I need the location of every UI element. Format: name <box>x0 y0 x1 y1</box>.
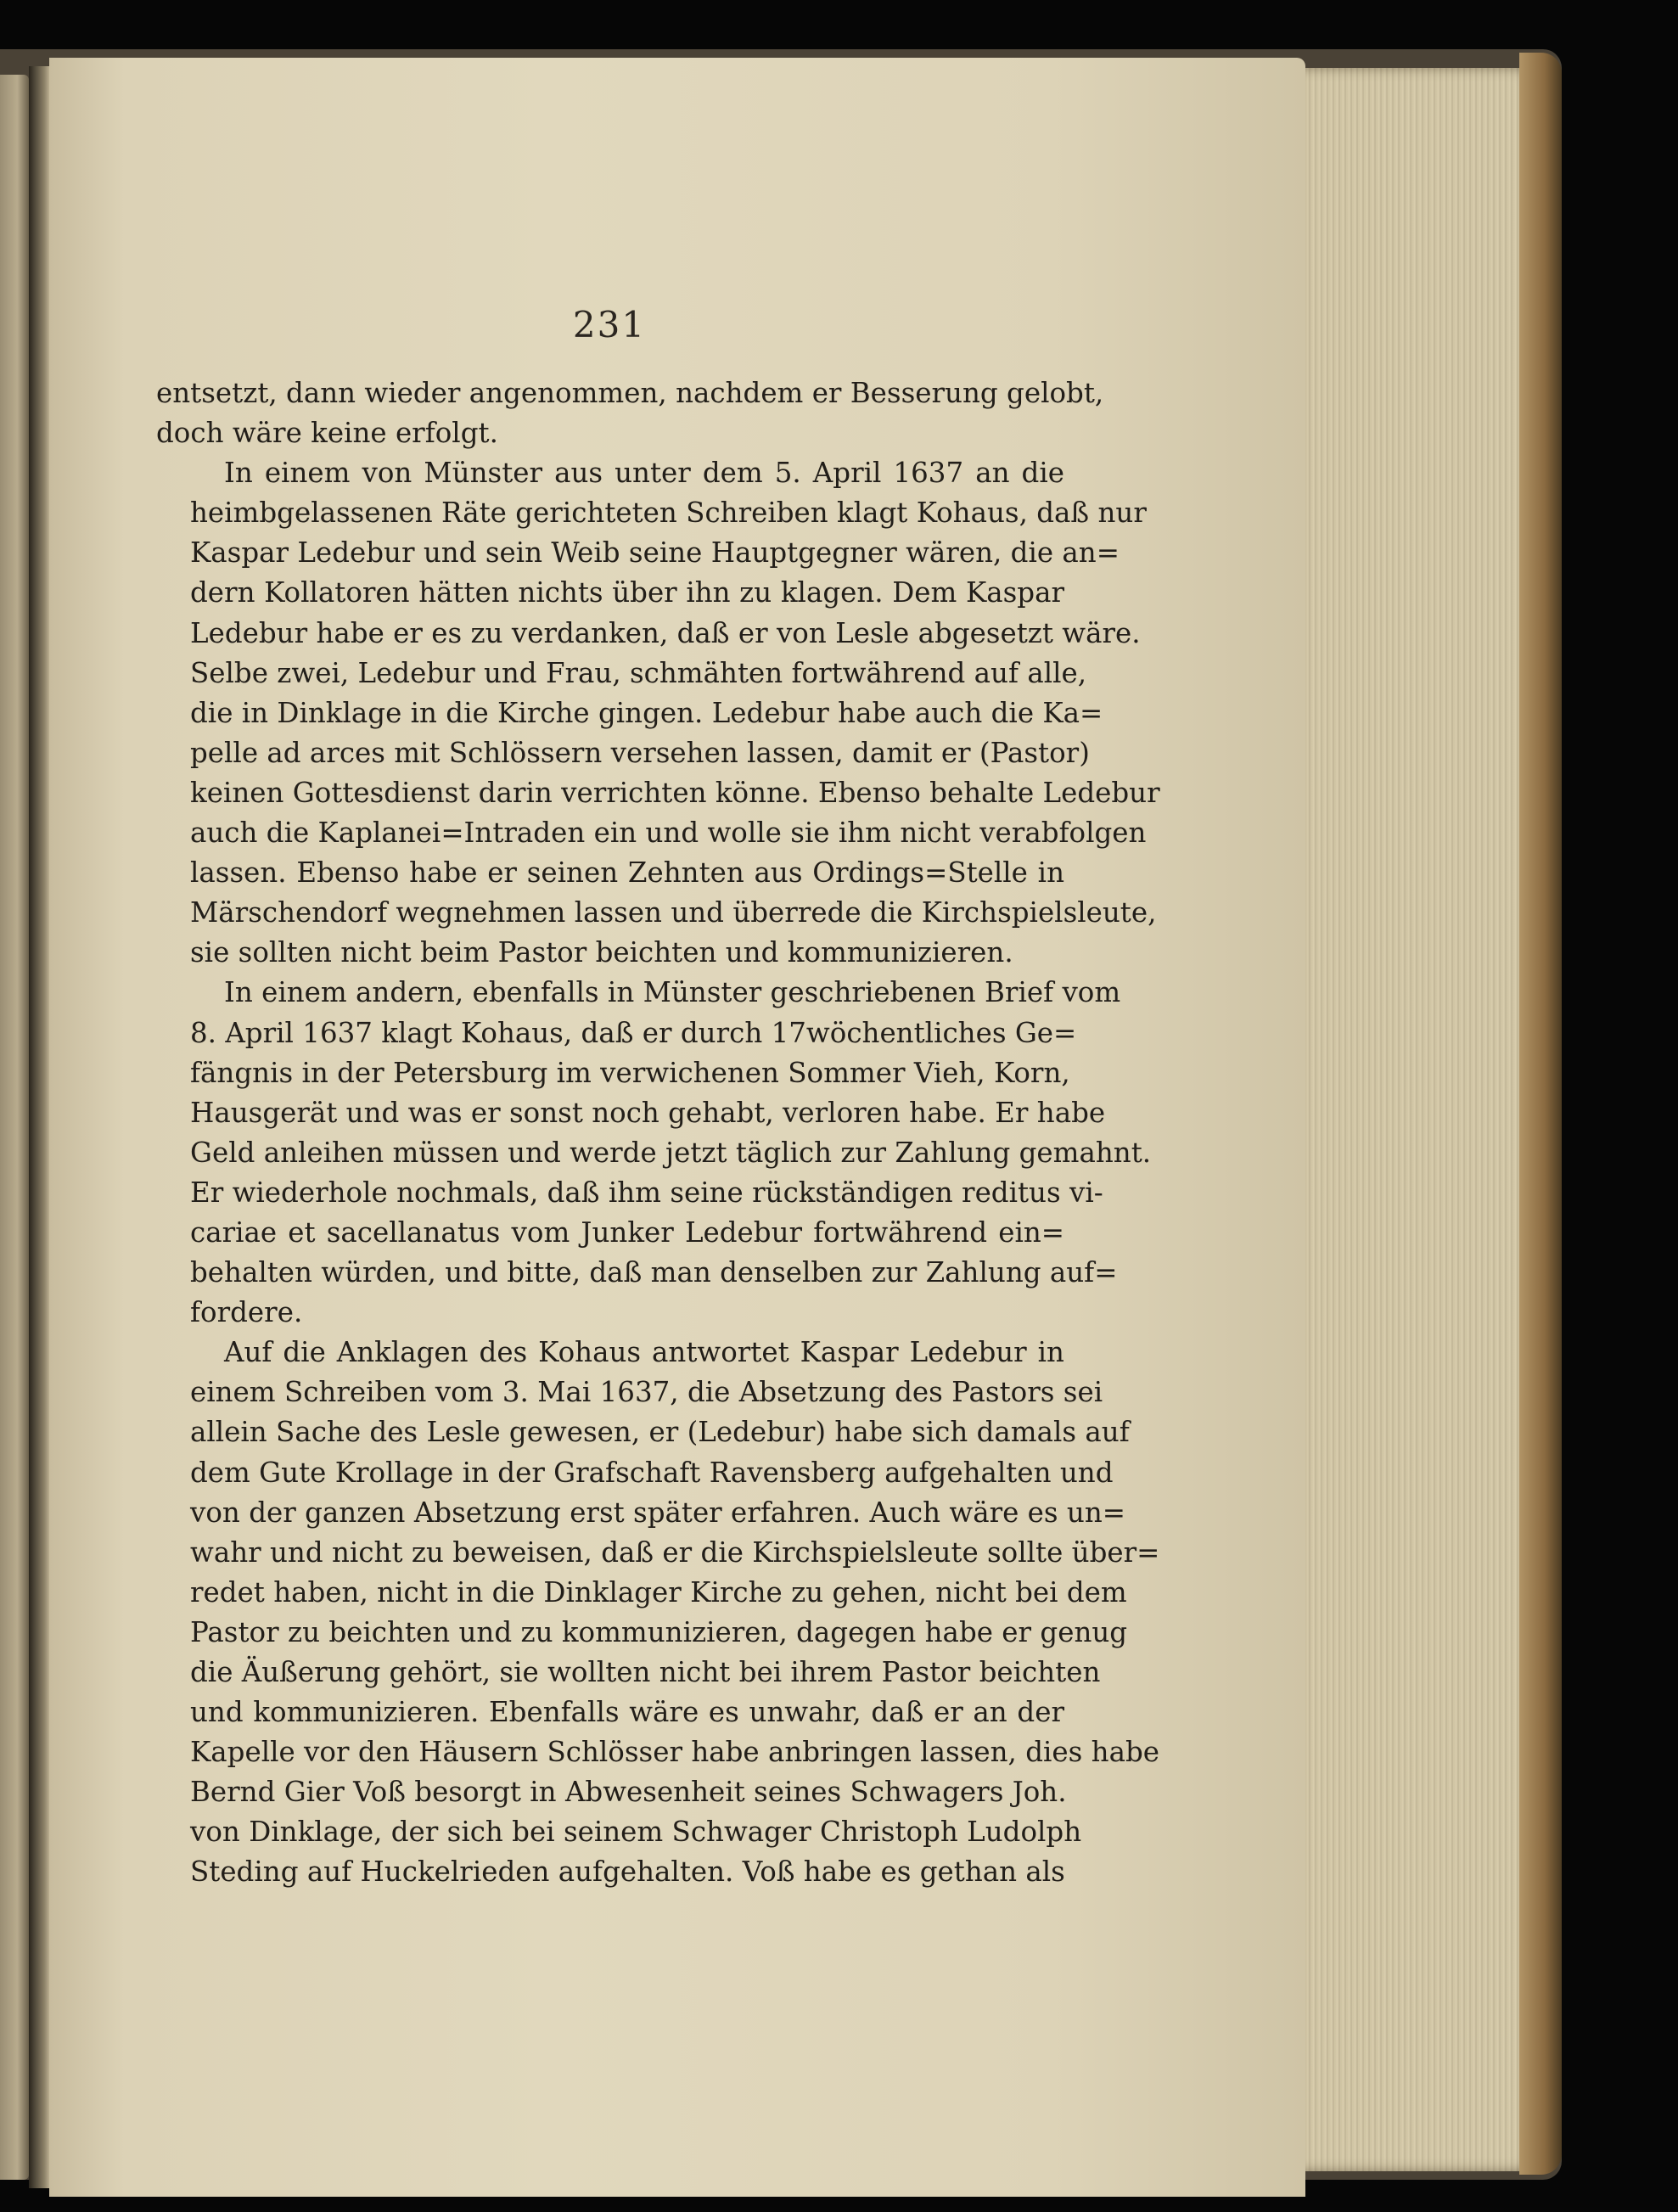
text-line: In einem von Münster aus unter dem 5. April 1637 an die <box>224 457 1064 490</box>
text-line: auch die Kaplanei=Intraden ein und wolle sie ihm nicht verabfolgen <box>190 817 1147 850</box>
text-line: Geld anleihen müssen und werde jetzt täglich zur Zahlung gemahnt. <box>190 1136 1152 1169</box>
text-line: die in Dinklage in die Kirche gingen. Ledebur habe auch die Ka= <box>190 696 1103 729</box>
page-text <box>156 373 1160 1893</box>
text-line: wahr und nicht zu beweisen, daß er die Kirchspielsleute sollte über= <box>190 1535 1160 1569</box>
text-line: die Äußerung gehört, sie wollten nicht bei ihrem Pastor beichten <box>190 1656 1101 1688</box>
page-number: 231 <box>572 304 647 345</box>
text-line: Steding auf Huckelrieden aufgehalten. Voß habe es gethan als <box>190 1855 1065 1889</box>
text-line: 8. April 1637 klagt Kohaus, daß er durch 17wöchentliches Ge= <box>190 1016 1077 1049</box>
text-line: dern Kollatoren hätten nichts über ihn zu klagen. Dem Kaspar <box>190 576 1064 609</box>
text-line: dem Gute Krollage in der Grafschaft Ravensberg aufgehalten und <box>190 1456 1114 1489</box>
book-page <box>49 58 1305 2197</box>
paragraph <box>156 1333 1160 1892</box>
text-line: Er wiederhole nochmals, daß ihm seine rückständigen reditus vi- <box>190 1176 1103 1209</box>
text-line: heimbgelassenen Räte gerichteten Schreiben klagt Kohaus, daß nur <box>190 497 1147 530</box>
text-line: sie sollten nicht beim Pastor beichten und kommunizieren. <box>190 936 1013 969</box>
text-line: allein Sache des Lesle gewesen, er (Ledebur) habe sich damals auf <box>190 1416 1130 1449</box>
text-line: von der ganzen Absetzung erst später erfahren. Auch wäre es un= <box>190 1496 1126 1529</box>
previous-page-edge <box>0 75 29 2180</box>
text-line: behalten würden, und bitte, daß man denselben zur Zahlung auf= <box>190 1256 1118 1289</box>
text-line: fängnis in der Petersburg im verwichenen Sommer Vieh, Korn, <box>190 1056 1070 1089</box>
text-line: cariae et sacellanatus vom Junker Ledebur fortwährend ein= <box>190 1215 1064 1249</box>
text-line: entsetzt, dann wieder angenommen, nachdem er Besserung gelobt, <box>156 377 1104 409</box>
paragraph <box>156 373 1104 453</box>
book-gutter <box>29 66 51 2188</box>
text-line: Hausgerät und was er sonst noch gehabt, verloren habe. Er habe <box>190 1096 1106 1129</box>
text-line: Selbe zwei, Ledebur und Frau, schmähten fortwährend auf alle, <box>190 656 1087 689</box>
text-line: In einem andern, ebenfalls in Münster geschriebenen Brief vom <box>224 976 1121 1009</box>
text-line: Ledebur habe er es zu verdanken, daß er von Lesle abgesetzt wäre. <box>190 616 1141 649</box>
text-line: keinen Gottesdienst darin verrichten könne. Ebenso behalte Ledebur <box>190 776 1160 809</box>
text-line: einem Schreiben vom 3. Mai 1637, die Absetzung des Pastors sei <box>190 1376 1103 1409</box>
text-line: und kommunizieren. Ebenfalls wäre es unwahr, daß er an der <box>190 1696 1064 1729</box>
text-line: Auf die Anklagen des Kohaus antwortet Kaspar Ledebur in <box>224 1336 1064 1369</box>
book-fore-edge <box>1519 53 1562 2175</box>
text-line: von Dinklage, der sich bei seinem Schwager Christoph Ludolph <box>190 1816 1082 1849</box>
text-line: Kapelle vor den Häusern Schlösser habe anbringen lassen, dies habe <box>190 1736 1160 1769</box>
text-line: Kaspar Ledebur und sein Weib seine Hauptgegner wären, die an= <box>190 536 1120 570</box>
paragraph <box>156 453 1160 973</box>
text-line: lassen. Ebenso habe er seinen Zehnten aus Ordings=Stelle in <box>190 856 1064 890</box>
text-line: Bernd Gier Voß besorgt in Abwesenheit seines Schwagers Joh. <box>190 1776 1067 1809</box>
paragraph <box>156 973 1152 1333</box>
page-stack-edges <box>1305 68 1539 2171</box>
text-line: doch wäre keine erfolgt. <box>156 417 498 450</box>
text-line: fordere. <box>190 1296 303 1329</box>
text-line: pelle ad arces mit Schlössern versehen lassen, damit er (Pastor) <box>190 736 1090 769</box>
text-line: Märschendorf wegnehmen lassen und überrede die Kirchspielsleute, <box>190 896 1157 929</box>
text-line: Pastor zu beichten und zu kommunizieren, dagegen habe er genug <box>190 1615 1128 1648</box>
text-line: redet haben, nicht in die Dinklager Kirche zu gehen, nicht bei dem <box>190 1575 1127 1608</box>
